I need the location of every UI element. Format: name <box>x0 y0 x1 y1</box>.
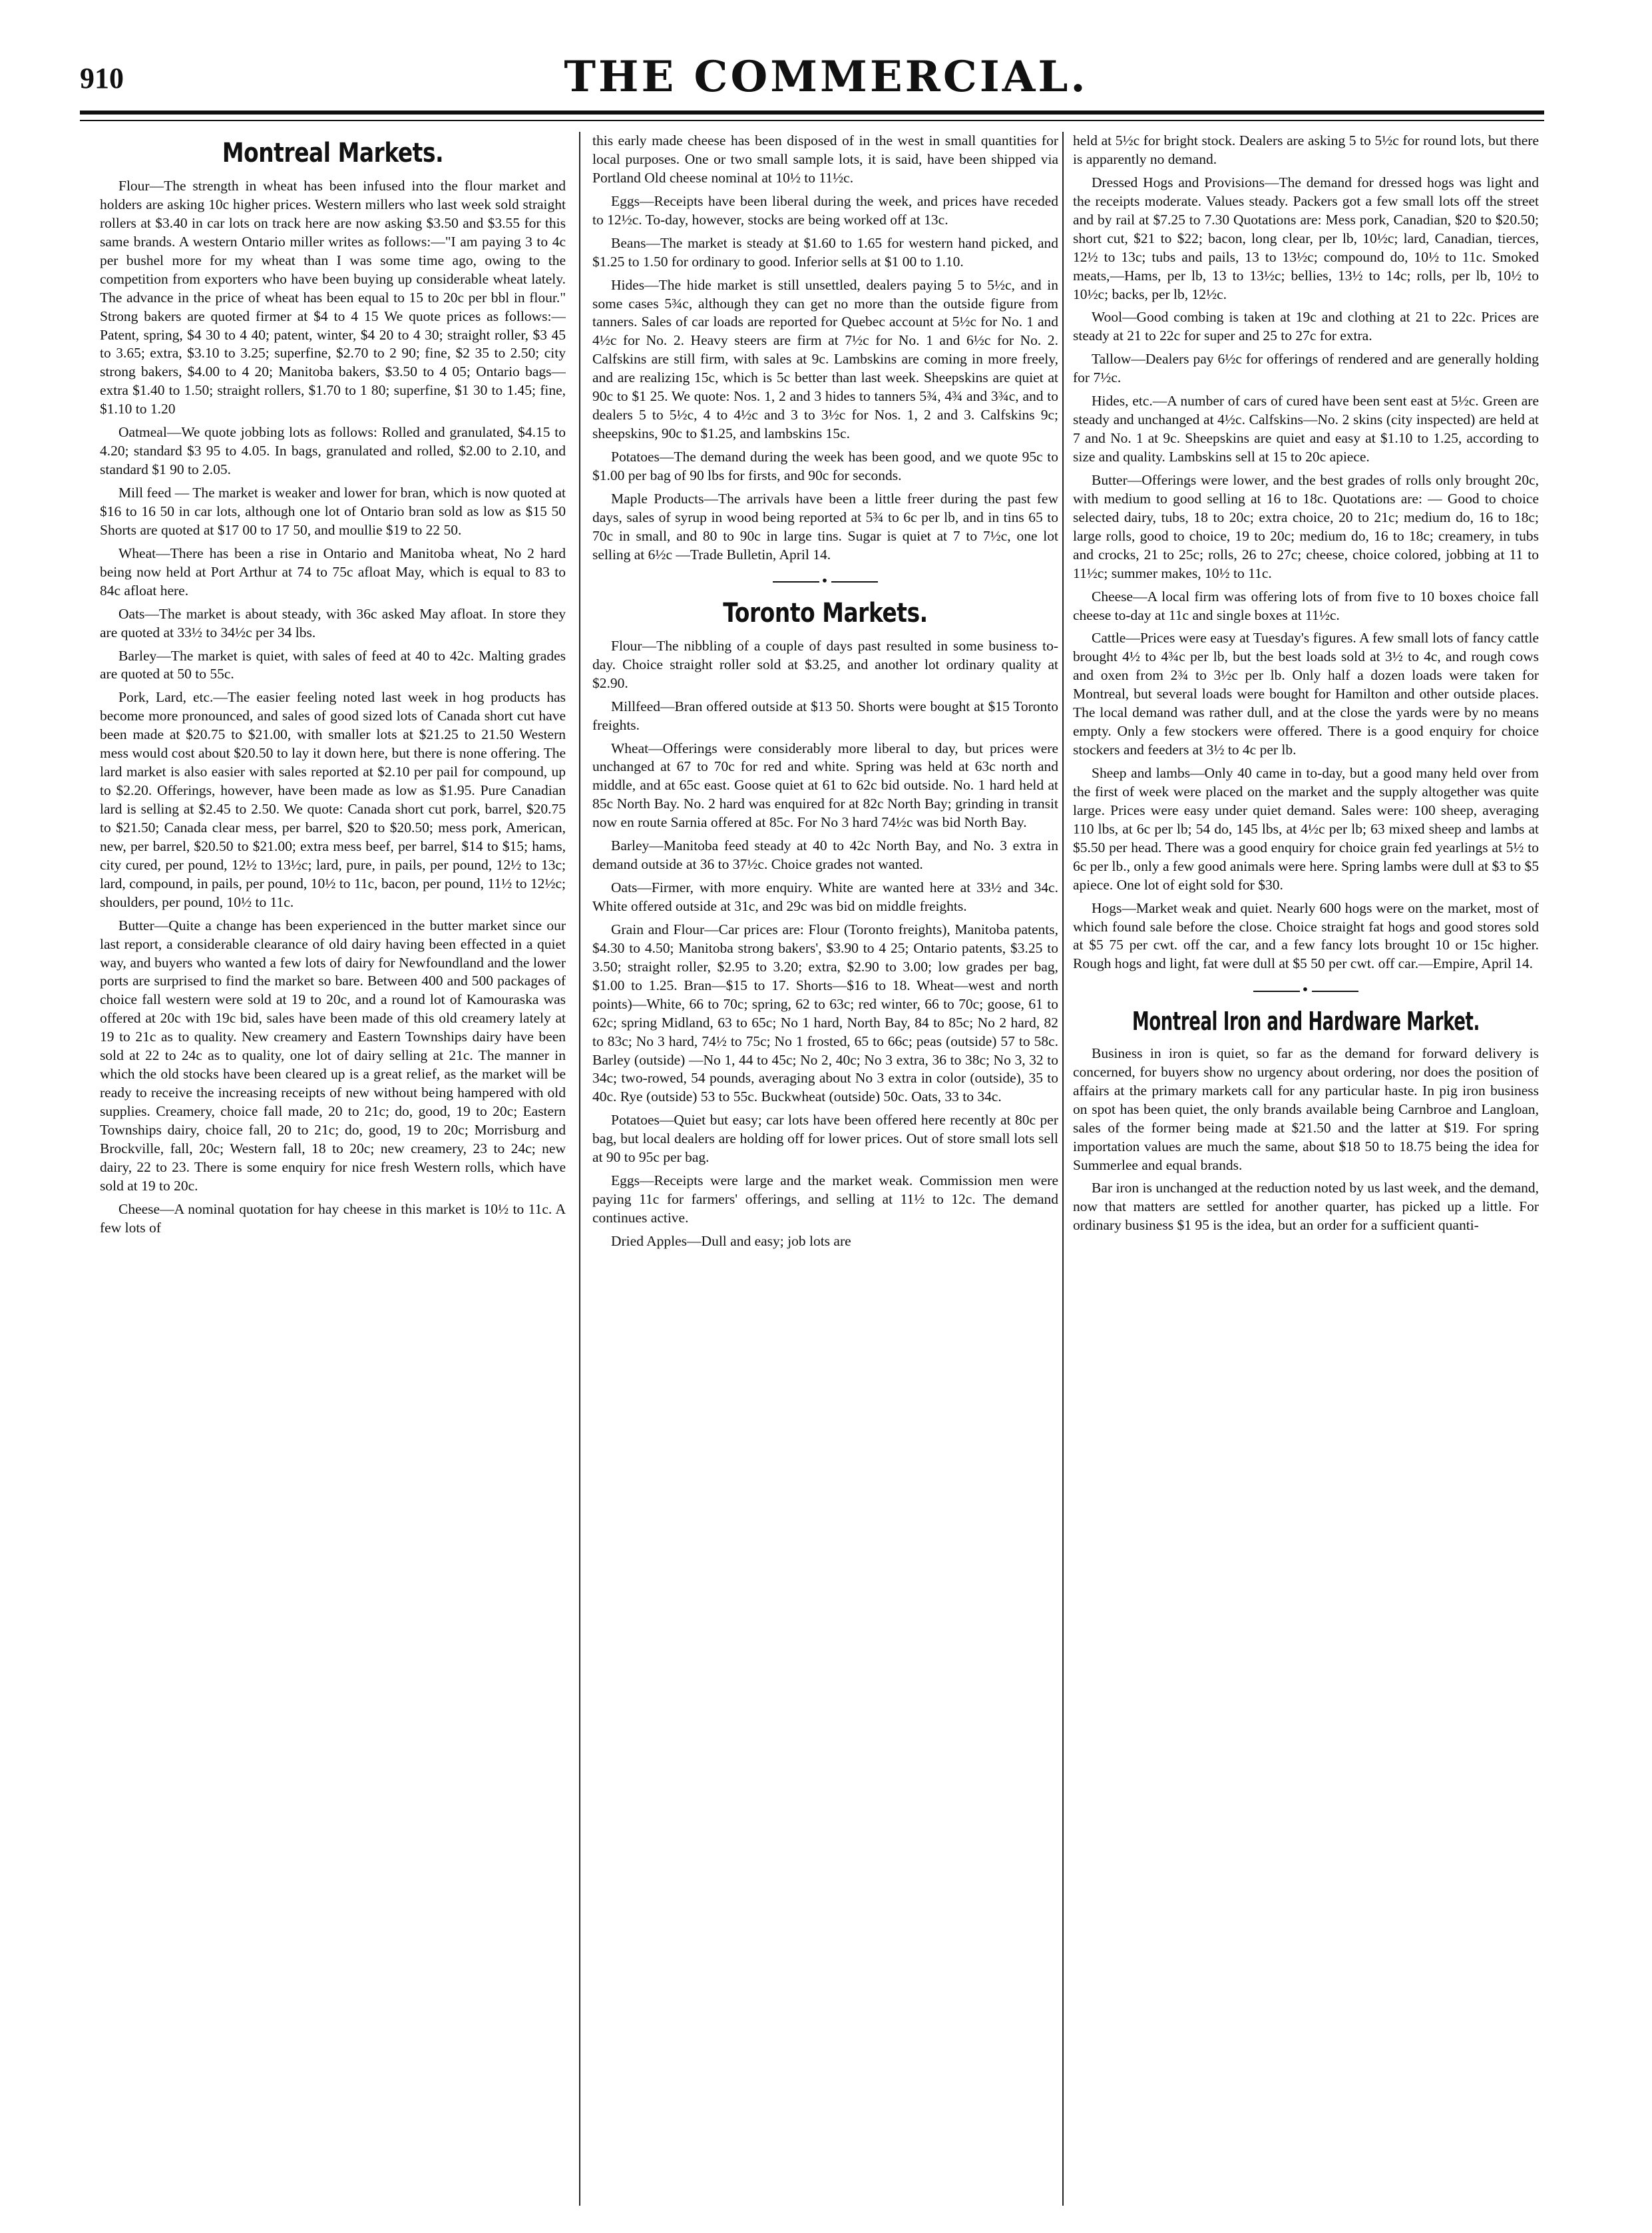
header-rule-thin <box>80 120 1544 121</box>
article-paragraph: Dried Apples—Dull and easy; job lots are <box>611 1232 851 1249</box>
column-1 <box>100 132 566 2206</box>
article-paragraph: Mill feed — The market is weaker and lower for bran, which is now quoted at $16 to 16 50 in car lots, although one lot of Ontario bran sold as low as $15 50 Shorts are quoted at $17 00 to 17 50, and moullie $19 to 22 50. <box>100 485 566 538</box>
article-paragraph: Oats—The market is about steady, with 36c asked May afloat. In store they are quoted at 33½ to 34½c per 34 lbs. <box>100 605 566 640</box>
column-divider-1 <box>579 132 580 2206</box>
section-title-iron-hardware: Montreal Iron and Hardware Market. <box>1132 1006 1480 1036</box>
article-paragraph: Cattle—Prices were easy at Tuesday's figures. A few small lots of fancy cattle brought 4½ to 4¾c per lb, but the best loads sold at 3½ to 4c, and rough cows and oxen from 2¾ to 3½c per lb. Only half a dozen loads were taken for Montreal, but several loads were bought for Hamilton and other outside places. The local demand was rather dull, and at the close the yards were by no means empty. Only a few stockers were offered. There is a good enquiry for choice stockers and feeders at 3½ to 4c per lb. <box>1073 630 1539 758</box>
article-paragraph: Bar iron is unchanged at the reduction noted by us last week, and the demand, now that matters are settled for another quarter, has picked up a little. For ordinary business $1 95 is the idea, but an order for a sufficient quanti- <box>1073 1180 1539 1234</box>
column-divider-2 <box>1062 132 1064 2206</box>
article-paragraph: Wool—Good combing is taken at 19c and clothing at 21 to 22c. Prices are steady at 21 to 22c for super and 25 to 27c for extra. <box>1073 309 1539 344</box>
article-paragraph: Maple Products—The arrivals have been a little freer during the past few days, sales of syrup in wood being reported at 5¾ to 6c per lb, and in tins 65 to 70c in small, and 80 to 90c in large tins. Sugar is quiet at 7 to 7½c, one lot selling at 6½c —Trade Bulletin, April 14. <box>592 490 1058 563</box>
article-paragraph: Hogs—Market weak and quiet. Nearly 600 hogs were on the market, most of which found sale before the close. Choice straight fat hogs and good stores sold at $5 75 per cwt. off the car, and a few fancy lots brought 10 or 15c higher. Rough hogs and light, fat were dull at $5 50 per cwt. off car.—Empire, April 14. <box>1073 899 1539 972</box>
article-paragraph: Pork, Lard, etc.—The easier feeling noted last week in hog products has become more pronounced, and sales of good sized lots of Canada short cut have been made at $20.75 to $21.00, with smaller lots at $21.25 to 21.50 Western mess would cost about $20.50 to lay it down here, but there is none offering. The lard market is also easier with sales reported at $2.10 per pail for compound, up to $2.20. Offerings, however, have been made as low as $1.95. Pure Canadian lard is selling at $2.45 to 2.50. We quote: Canada short cut pork, barrel, $20.75 to $21.50; Canada clear mess, per barrel, $20 to $20.50; mess pork, American, new, per barrel, $20.50 to $21.00; extra mess beef, per barrel, $14 to $15; hams, city cured, per pound, 12½ to 13½c; lard, pure, in pails, per pound, 12½ to 13c; lard, compound, in pails, per pound, 10½ to 11c, bacon, per pound, 11½ to 12½c; shoulders, per pound, 10½ to 11c. <box>100 689 566 910</box>
article-paragraph: Eggs—Receipts have been liberal during the week, and prices have receded to 12½c. To-day, however, stocks are being worked off at 13c. <box>592 192 1058 228</box>
article-paragraph: Dressed Hogs and Provisions—The demand for dressed hogs was light and the receipts moderate. Values steady. Packers got a few small lots off the street and by rail at $7.25 to 7.30 Quotations are: Mess pork, Canadian, $20 to $20.50; short cut, $21 to $22; bacon, long clear, per lb, 10½c; lard, Canadian, tierces, 12½ to 13c; tubs and pails, 13 to 13½c; compound do, 10½ to 11c. Smoked meats,—Hams, per lb, 13 to 13½c; bellies, 13½ to 14c; rolls, per lb, 10½ to 10½c; backs, per lb, 12½c. <box>1073 174 1539 302</box>
section-title-toronto-markets: Toronto Markets. <box>723 597 928 628</box>
section-ornament: • <box>592 571 1058 592</box>
article-paragraph: Wheat—Offerings were considerably more liberal to day, but prices were unchanged at 67 to 70c for red and white. Spring was held at 63c north and middle, and at 65c east. Goose quiet at 61 to 62c bid outside. No. 1 hard held at 85c North Bay. No. 2 hard was enquired for at 82c North Bay; grinding in transit now en route Sarnia offered at 85c. For No 3 hard 74½c was bid North Bay. <box>592 740 1058 831</box>
article-paragraph: Hides, etc.—A number of cars of cured have been sent east at 5½c. Green are steady and unchanged at 4½c. Calfskins—No. 2 skins (city inspected) are held at 7 and No. 1 at 9c. Sheepskins are quiet and easy at $1.10 to 1.25, according to size and quality. Lambskins sell at 15 to 20c apiece. <box>1073 393 1539 465</box>
article-paragraph: Business in iron is quiet, so far as the demand for forward delivery is concerned, for buyers show no urgency about ordering, nor does the position of affairs at the primary markets call for any particular haste. In pig iron business on spot has been quiet, the only brands available being Carnbroe and Langloan, sales of the former being made at $21.50 and the latter at $19. For spring importation values are much the same, about $18 50 to 18.75 being the idea for Summerlee and equal brands. <box>1073 1045 1539 1173</box>
article-paragraph: Tallow—Dealers pay 6½c for offerings of rendered and are generally holding for 7½c. <box>1073 351 1539 386</box>
column-2 <box>592 132 1058 2206</box>
article-paragraph: Barley—The market is quiet, with sales of feed at 40 to 42c. Malting grades are quoted at 50 to 55c. <box>100 647 566 682</box>
article-paragraph: Hides—The hide market is still unsettled, dealers paying 5 to 5½c, and in some cases 5¾c, although they can get no more than the outside figure from tanners. Sales of car loads are reported for Quebec account at 5½c for No. 1 and 4½c for No. 2. Heavy steers are firm at 7½c for No. 1 and 6½c for No. 2. Calfskins are still firm, with sales at 9c. Lambskins are coming in more freely, and are realizing 15c, which is 5c better than last week. Sheepskins are quiet at 90c to $1 25. We quote: Nos. 1, 2 and 3 hides to tanners 5¾, 4¾ and 3¾c, and to dealers 5 to 5½c, 4 to 4½c and 3 to 3½c for Nos. 1, 2 and 3. Calfskins 9c; sheepskins, 90c to $1.25, and lambskins 15c. <box>592 276 1058 442</box>
article-paragraph: this early made cheese has been disposed of in the west in small quantities for local purposes. One or two small sample lots, it is said, have been shipped via Portland Old cheese nominal at 10½ to 11½c. <box>592 132 1058 186</box>
section-title-montreal-markets: Montreal Markets. <box>222 138 444 168</box>
article-paragraph: Eggs—Receipts were large and the market weak. Commission men were paying 11c for farmers' offerings, and selling at 11½ to 12c. The demand continues active. <box>592 1172 1058 1226</box>
article-paragraph: Barley—Manitoba feed steady at 40 to 42c North Bay, and No. 3 extra in demand outside at 36 to 37½c. Choice grades not wanted. <box>592 838 1058 873</box>
page-number: 910 <box>80 62 124 95</box>
article-paragraph: Oatmeal—We quote jobbing lots as follows: Rolled and granulated, $4.15 to 4.20; standard $3 95 to 4.05. In bags, granulated and rolled, $2.00 to 2.10, and standard $1 90 to 2.05. <box>100 424 566 478</box>
section-ornament: • <box>1073 980 1539 1001</box>
article-paragraph: Millfeed—Bran offered outside at $13 50. Shorts were bought at $15 Toronto freights. <box>592 698 1058 733</box>
article-paragraph: Cheese—A local firm was offering lots of from five to 10 boxes choice fall cheese to-day at 11c and single boxes at 11½c. <box>1073 588 1539 623</box>
article-paragraph: Beans—The market is steady at $1.60 to 1.65 for western hand picked, and $1.25 to 1.50 for ordinary to good. Inferior sells at $1 00 to 1.10. <box>592 234 1058 270</box>
article-paragraph: Potatoes—Quiet but easy; car lots have been offered here recently at 80c per bag, but local dealers are holding off for lower prices. Out of store small lots sell at 90 to 95c per bag. <box>592 1112 1058 1166</box>
article-paragraph: Grain and Flour—Car prices are: Flour (Toronto freights), Manitoba patents, $4.30 to 4.50; Manitoba strong bakers', $3.90 to 4 25; Ontario patents, $3.25 to 3.50; straight roller, $2.95 to 3.20; extra, $2.90 to 3.00; low grades per bag, $1.00 to 1.25. Bran—$15 to 17. Shorts—$16 to 18. Wheat—west and north points)—White, 66 to 70c; spring, 62 to 63c; red winter, 66 to 70c; goose, 61 to 62c; spring Midland, 63 to 65c; No 1 hard, North Bay, 84 to 85c; No 2 hard, 82 to 83c; No 3 hard, 74½ to 75c; No 1 frosted, 65 to 66c; peas (outside) 57 to 58c. Barley (outside) —No 1, 44 to 45c; No 2, 40c; No 3 extra, 36 to 38c; No 3, 32 to 34c; two-rowed, 54 pounds, averaging about No 3 extra in color (outside), 35 to 40c. Rye (outside) 53 to 55c. Buckwheat (outside) 50c. Oats, 33 to 34c. <box>592 921 1058 1105</box>
article-paragraph: held at 5½c for bright stock. Dealers are asking 5 to 5½c for round lots, but there is apparently no demand. <box>1073 132 1539 167</box>
article-paragraph: Flour—The strength in wheat has been infused into the flour market and holders are asking 10c higher prices. Western millers who last week sold straight rollers at $3.40 in car lots on track here are now asking $3.50 and $3.55 for this same brands. A western Ontario miller writes as follows:—"I am paying 3 to 4c per bushel more for my wheat than I was some time ago, owing to the competition from exporters who have been buying up considerable wheat lately. The advance in the price of wheat has been equal to 15 to 20c per bbl in flour." Strong bakers are quoted firmer at $4 to 4 15 We quote prices as follows:—Patent, spring, $4 30 to 4 40; patent, winter, $4 20 to 4 30; straight roller, $3 45 to 3.65; extra, $3.10 to 3.25; superfine, $2.70 to 2 90; fine, $2 35 to 2.50; city strong bakers, $4.00 to 4 20; Manitoba bakers, $3.50 to 4 05; Ontario bags—extra $1.40 to 1.50; straight rollers, $1.70 to 1 80; superfine, $1 30 to 1.45; fine, $1.10 to 1.20 <box>100 178 566 417</box>
article-paragraph: Oats—Firmer, with more enquiry. White are wanted here at 33½ and 34c. White offered outside at 31c, and 29c was bid on middle freights. <box>592 879 1058 914</box>
article-paragraph: Potatoes—The demand during the week has been good, and we quote 95c to $1.00 per bag of 90 lbs for firsts, and 90c for seconds. <box>592 449 1058 483</box>
article-paragraph: Cheese—A nominal quotation for hay cheese in this market is 10½ to 11c. A few lots of <box>100 1200 566 1236</box>
column-3 <box>1073 132 1539 2206</box>
article-paragraph: Wheat—There has been a rise in Ontario and Manitoba wheat, No 2 hard being now held at Port Arthur at 74 to 75c afloat May, which is equal to 83 to 84c afloat here. <box>100 545 566 599</box>
article-paragraph: Sheep and lambs—Only 40 came in to-day, but a good many held over from the first of week were placed on the market and the supply altogether was quite large. Prices were easy under quiet demand. Sales were: 100 sheep, averaging 110 lbs, at 6c per lb; 54 do, 145 lbs, at 4½c per lb; 63 mixed sheep and lambs at $5.50 per head. There was a good enquiry for choice grain fed yearlings at 5½ to 6c per lb., only a few good animals were here. Spring lambs were dull at $3 to $5 apiece. One lot of eight sold for $30. <box>1073 765 1539 893</box>
article-paragraph: Butter—Offerings were lower, and the best grades of rolls only brought 20c, with medium to good selling at 16 to 18c. Quotations are: — Good to choice selected dairy, tubs, 18 to 20c; extra choice, 20 to 21c; medium do, 16 to 18c; large rolls, good to choice, 19 to 20c; medium do, 16 to 18c; creamery, in tubs and crocks, 21 to 25c; rolls, 26 to 27c; cheese, choice colored, jobbing at 11 to 11½c; summer makes, 10½ to 11c. <box>1073 471 1539 581</box>
header-rule-thick <box>80 111 1544 115</box>
masthead-title: THE COMMERCIAL. <box>564 52 1088 102</box>
article-paragraph: Flour—The nibbling of a couple of days past resulted in some business to-day. Choice straight roller sold at $3.25, and another lot ordinary quality at $2.90. <box>592 637 1058 691</box>
article-paragraph: Butter—Quite a change has been experienced in the butter market since our last report, a considerable clearance of old dairy having been effected in a quiet way, and buyers who wanted a few lots of dairy for Newfoundland and the lower ports are surprised to find the market so bare. Between 400 and 500 packages of choice fall western were sold at 19 to 20c, and a round lot of Kamouraska was offered at 20c with 19c bid, sales have been made of this old creamery lately at 19 to 21c as to quality. New creamery and Eastern Townships dairy have been sold at 22 to 24c as to quality, one lot of dairy selling at 21c. The manner in which the old stocks have been cleared up is a great relief, as the market will be ready to receive the increasing receipts of new without being hampered with old supplies. Creamery, choice fall made, 20 to 21c; do, good, 19 to 20c; Eastern Townships dairy, choice fall, 20 to 21c; do, good, 19 to 20c; Morrisburg and Brockville, fall, 20c; Western fall, 18 to 20c; new creamery, 23 to 24c; new dairy, 22 to 23. There is some enquiry for nice fresh Western rolls, which have sold at 19 to 20c. <box>100 917 566 1194</box>
